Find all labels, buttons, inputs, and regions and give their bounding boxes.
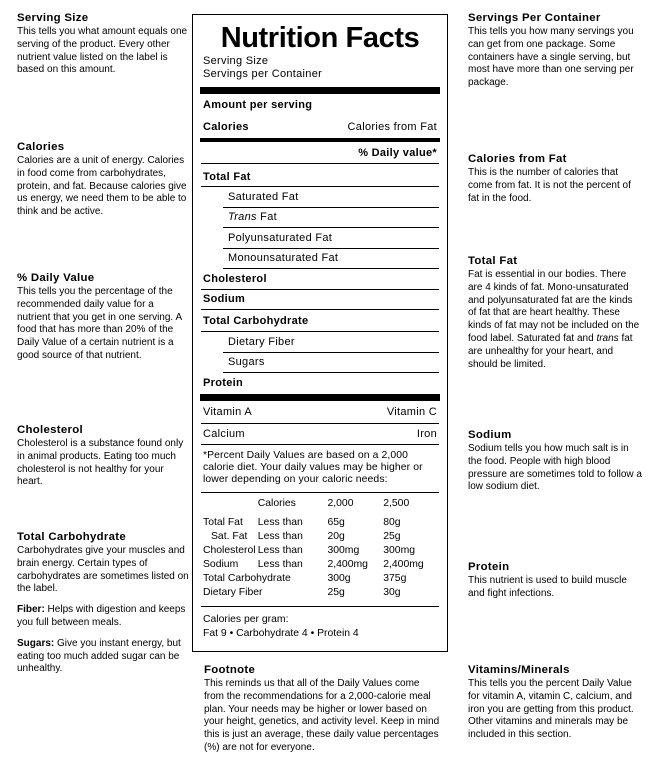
dv-row: Total Fat Less than 65g 80g	[203, 516, 401, 528]
dv-row: Sodium Less than 2,400mg 2,400mg	[203, 558, 424, 570]
note-body: Calories are a unit of energy. Calories in food come from carbohydrates, protein, and fat. Because calories give us energy, we need them to be able to think and be active.	[17, 155, 187, 218]
note-cholesterol	[17, 424, 189, 489]
monounsaturated-fat-row: Monounsaturated Fat	[223, 249, 439, 270]
dv-row: Sat. Fat Less than 20g 25g	[211, 530, 401, 542]
amount-per-serving: Amount per serving	[203, 99, 313, 111]
sodium-row: Sodium	[201, 290, 439, 311]
note-title: Calories from Fat	[468, 153, 567, 165]
vitamin-c: Vitamin C	[386, 406, 437, 418]
dietary-fiber-row: Dietary Fiber	[223, 332, 439, 353]
calcium: Calcium	[203, 427, 245, 440]
note-body: This tells you the percent Daily Value for vitamin A, vitamin C, calcium, and iron you are getting from this product. Other vitamins and minerals may be included in this section.	[468, 678, 634, 741]
label-title: Nutrition Facts	[220, 22, 420, 54]
serving-size: Serving Size	[203, 55, 269, 67]
label-footnote: *Percent Daily Values are based on a 2,000 calorie diet. Your daily values may be higher or lower depending on your caloric needs:	[203, 449, 423, 485]
mineral-row	[201, 424, 439, 445]
note-title: Cholesterol	[17, 424, 83, 436]
note-title: Total Carbohydrate	[17, 531, 126, 543]
note-total-carbohydrate	[17, 531, 189, 676]
daily-value-table	[201, 492, 439, 600]
note-sodium	[468, 429, 643, 494]
note-title: Sodium	[468, 429, 512, 441]
note-title: Protein	[468, 561, 510, 573]
total-fat-row: Total Fat	[201, 167, 439, 187]
note-body: This tells you what amount equals one serving of the product. Every other nutrient value listed on the label is based on this amount.	[17, 26, 188, 76]
calories-per-gram-values: Fat 9 • Carbohydrate 4 • Protein 4	[203, 627, 359, 639]
nutrition-facts-label	[192, 14, 448, 652]
total-carbohydrate-row: Total Carbohydrate	[201, 310, 439, 332]
note-body: This reminds us that all of the Daily Values come from the recommendations for a 2,000-calorie meal plan. Your needs may be higher or lower based on your height, genetics, and activity level. Keep in mind this is just an average, these daily value percentages (%) are not for everyone.	[204, 678, 440, 753]
dv-row: Cholesterol Less than 300mg 300mg	[203, 544, 416, 556]
daily-value-header: % Daily value*	[201, 142, 439, 164]
note-title: Footnote	[204, 664, 256, 676]
note-title: Vitamins/Minerals	[468, 664, 570, 676]
note-footnote	[204, 664, 442, 755]
cholesterol-row: Cholesterol	[201, 269, 439, 290]
polyunsaturated-fat-row: Polyunsaturated Fat	[223, 228, 439, 249]
calories-label: Calories	[203, 121, 249, 133]
note-calories	[17, 141, 189, 219]
note-serving-size	[17, 12, 189, 77]
note-title: Calories	[17, 141, 65, 153]
note-body: Fat is essential in our bodies. There are 4 kinds of fat. Mono-unsaturated and polyunsaturated fat are the kinds of fat that are heart healthy. These kinds of fat may not be included on the food label. Saturated fat and trans fat are unhealthy for your heart, and should be limited.	[468, 269, 640, 370]
note-body: This tells you how many servings you can get from one package. Some containers have a single serving, but most have more than one serving per package.	[468, 26, 634, 89]
note-total-fat	[468, 255, 643, 371]
note-body: This tells you the percentage of the recommended daily value for a nutrient that you get in one serving. A food that has more than 20% of the Daily Value of a certain nutrient is a good source of that nutrient.	[17, 286, 182, 361]
calories-row	[201, 116, 439, 138]
dv-row: Total Carbohydrate 300g 375g	[203, 572, 407, 584]
dv-header-row: Calories 2,000 2,500	[257, 497, 410, 509]
note-body: Cholesterol is a substance found only in animal products. Eating too much cholesterol is not healthy for your heart.	[17, 438, 184, 488]
saturated-fat-row: Saturated Fat	[223, 187, 439, 208]
note-fiber: Fiber: Helps with digestion and keeps you full between meals.	[17, 604, 186, 628]
divider	[200, 394, 440, 401]
note-title: Serving Size	[17, 12, 89, 24]
note-body: This is the number of calories that come from fat. It is not the percent of fat in the food.	[468, 167, 631, 204]
note-title: % Daily Value	[17, 272, 95, 284]
calories-from-fat-label: Calories from Fat	[347, 121, 437, 133]
note-sugars: Sugars: Give you instant energy, but eating too much added sugar can be unhealthy.	[17, 637, 181, 675]
divider	[200, 87, 440, 94]
vitamin-a: Vitamin A	[203, 406, 252, 418]
calories-per-gram-label: Calories per gram:	[203, 613, 289, 625]
note-servings-per-container	[468, 12, 643, 90]
note-body: Sodium tells you how much salt is in the food. People with high blood pressure are sometimes told to follow a low sodium diet.	[468, 443, 642, 493]
note-vitamins-minerals	[468, 664, 643, 742]
calories-per-gram	[201, 606, 439, 641]
note-protein	[468, 561, 643, 601]
note-daily-value	[17, 272, 189, 363]
dv-row: Dietary Fiber 25g 30g	[203, 586, 401, 598]
vitamin-row	[201, 402, 439, 424]
servings-per-container: Servings per Container	[203, 68, 323, 80]
iron: Iron	[416, 427, 437, 440]
note-title: Servings Per Container	[468, 12, 601, 24]
protein-row: Protein	[203, 377, 243, 390]
note-body: Carbohydrates give your muscles and brain energy. Certain types of carbohydrates are sometimes listed on the label.	[17, 545, 189, 595]
trans-fat-row: Trans Fat	[223, 208, 439, 229]
sugars-row: Sugars	[223, 353, 439, 374]
note-body: This nutrient is used to build muscle and fight infections.	[468, 575, 627, 599]
note-title: Total Fat	[468, 255, 518, 267]
note-calories-from-fat	[468, 153, 643, 205]
